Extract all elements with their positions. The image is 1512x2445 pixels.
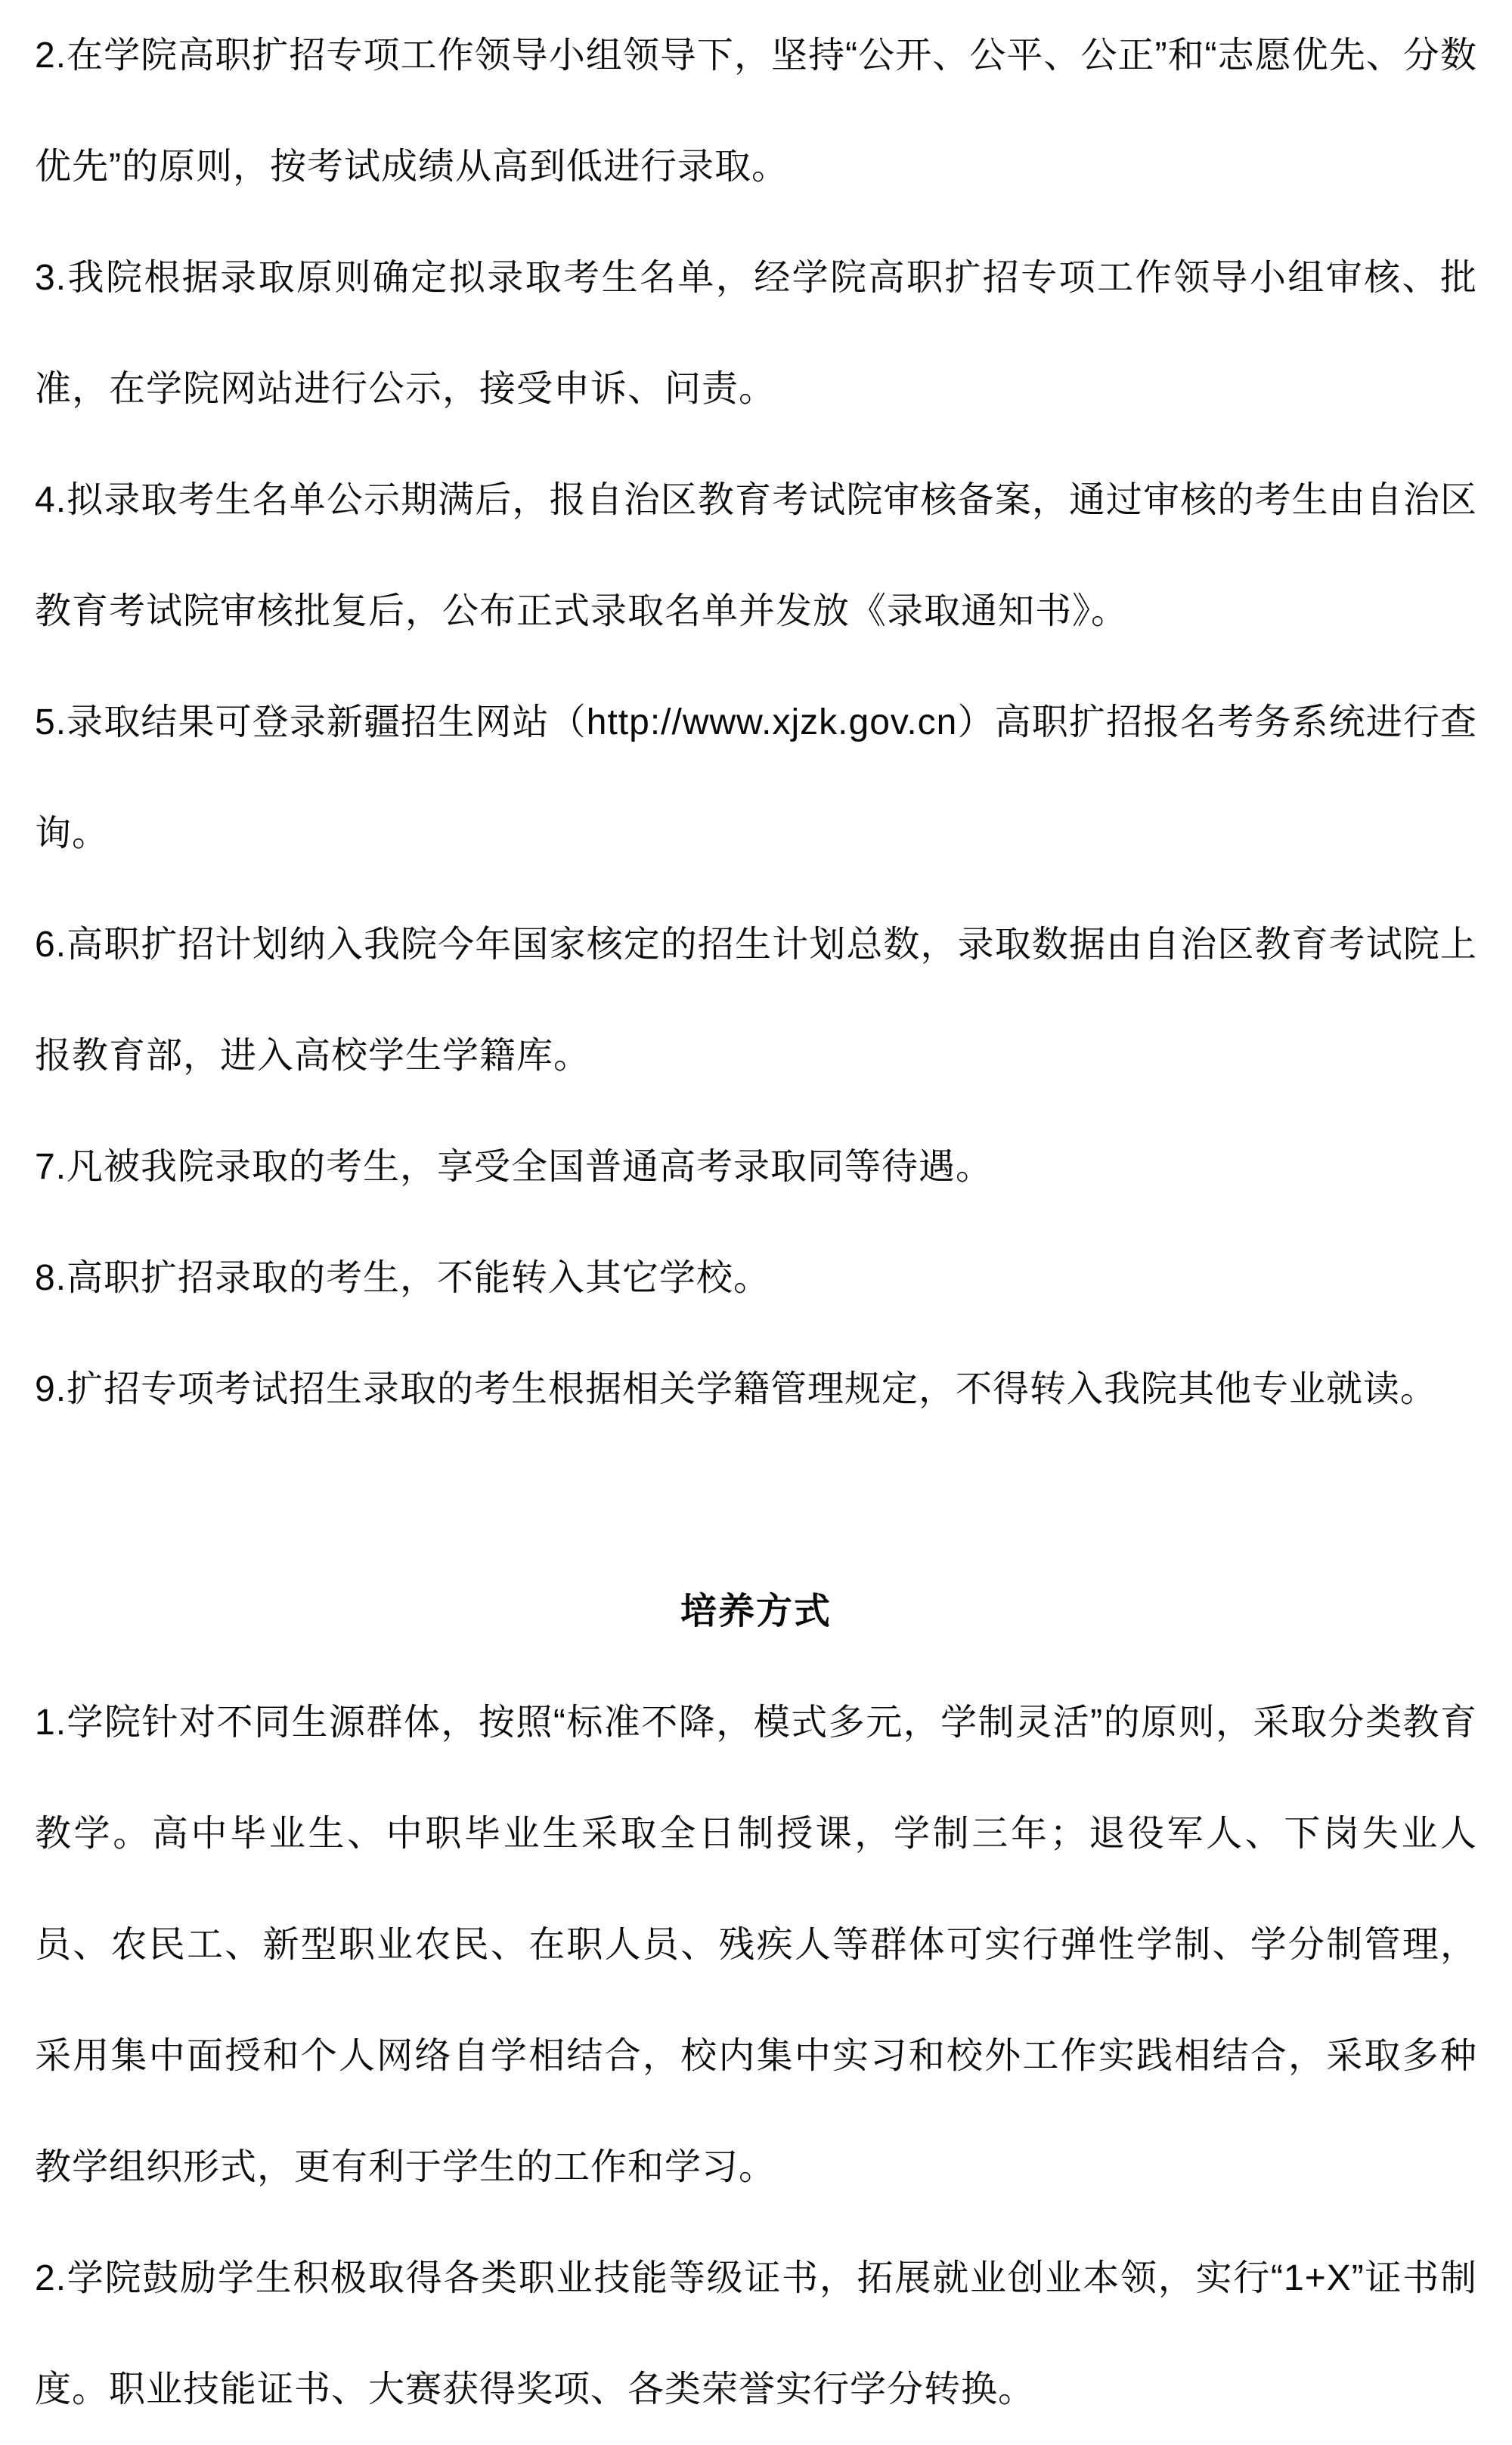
notice-paragraph: 8.高职扩招录取的考生，不能转入其它学校。 [35, 1258, 771, 1298]
notice-paragraph: 6.高职扩招计划纳入我院今年国家核定的招生计划总数，录取数据由自治区教育考试院上报教育部，进入高校学生学籍库。 [35, 925, 1477, 1076]
notice-paragraph: 2.在学院高职扩招专项工作领导小组领导下，坚持“公开、公平、公正”和“志愿优先、分数优先”的原则，按考试成绩从高到低进行录取。 [35, 36, 1477, 187]
notice-paragraph: 5.录取结果可登录新疆招生网站（http://www.xjzk.gov.cn）高职扩招报名考务系统进行查询。 [35, 702, 1477, 854]
section-title-training-mode: 培养方式 [680, 1591, 832, 1632]
notice-paragraph: 7.凡被我院录取的考生，享受全国普通高考录取同等待遇。 [35, 1147, 993, 1187]
notice-paragraph: 1.学院针对不同生源群体，按照“标准不降，模式多元，学制灵活”的原则，采取分类教育教学。高中毕业生、中职毕业生采取全日制授课，学制三年；退役军人、下岗失业人员、农民工、新型职业农民、在职人员、残疾人等群体可实行弹性学制、学分制管理，采用集中面授和个人网络自学相结合，校内集中实习和校外工作实践相结合，采取多种教学组织形式，更有利于学生的工作和学习。 [35, 1703, 1477, 2187]
notice-paragraph: 3.我院根据录取原则确定拟录取考生名单，经学院高职扩招专项工作领导小组审核、批准，在学院网站进行公示，接受申诉、问责。 [35, 258, 1477, 409]
notice-paragraph: 9.扩招专项考试招生录取的考生根据相关学籍管理规定，不得转入我院其他专业就读。 [35, 1369, 1438, 1409]
notice-paragraph: 2.学院鼓励学生积极取得各类职业技能等级证书，拓展就业创业本领，实行“1+X”证书制度。职业技能证书、大赛获得奖项、各类荣誉实行学分转换。 [35, 2258, 1477, 2409]
notice-paragraph: 4.拟录取考生名单公示期满后，报自治区教育考试院审核备案，通过审核的考生由自治区教育考试院审核批复后，公布正式录取名单并发放《录取通知书》。 [35, 480, 1477, 631]
